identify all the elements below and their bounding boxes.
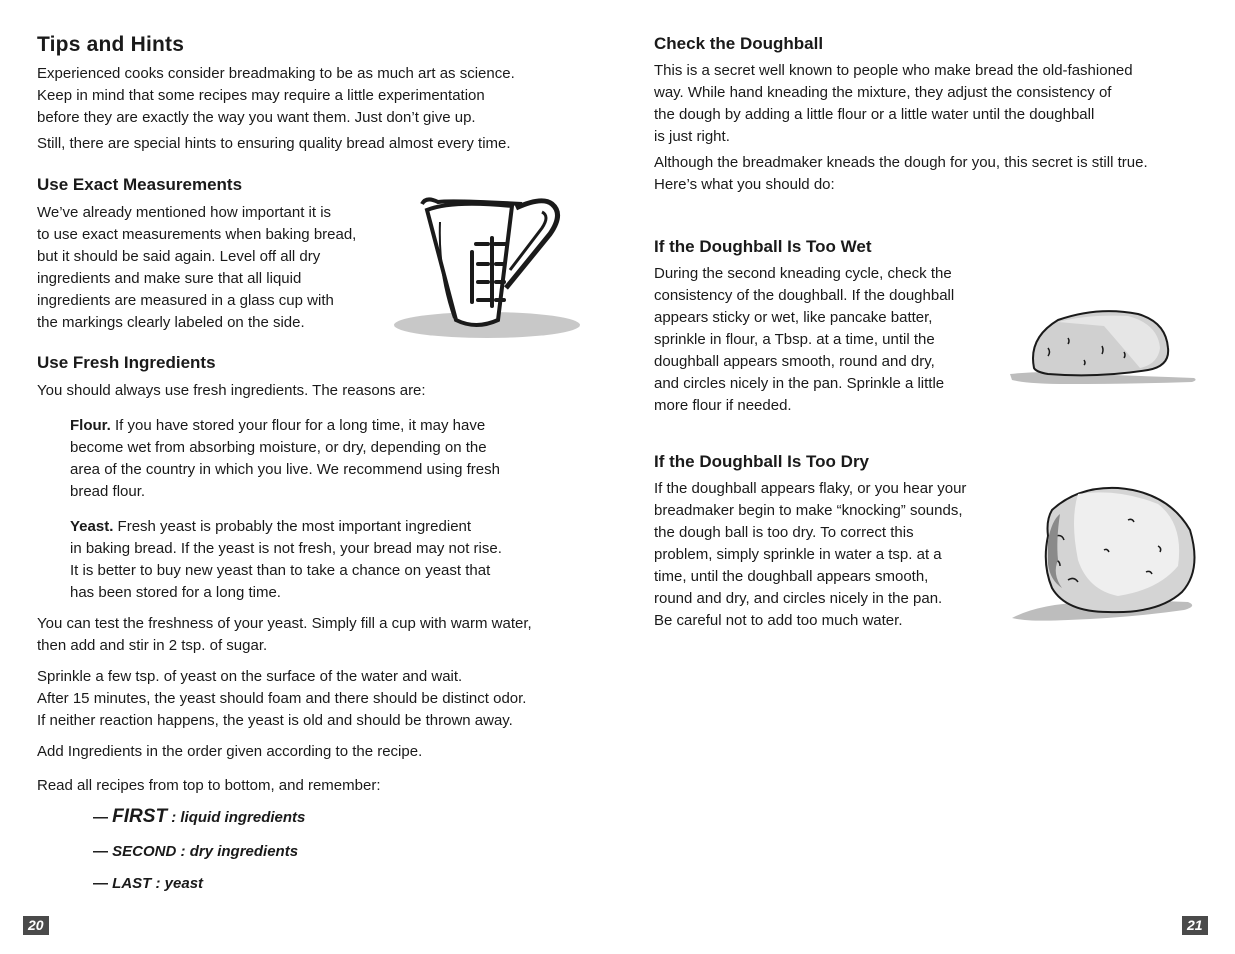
too-dry-paragraph: If the doughball appears flaky, or you hear your breadmaker begin to make “knocking” sounds, the dough ball is too dry. To correct this problem, simply sprinkle in water a tsp. at a time, until the doughball appears smooth, round and dry, and circles nicely in the pan. Be careful not to add too much water. <box>654 480 967 629</box>
wet-doughball-illustration <box>1008 308 1200 394</box>
yeast-text: Fresh yeast is probably the most important ingredient in baking bread. If the yeast is not fresh, your bread may not rise. It is better to buy new yeast than to take a chance on yeast that has been stored for a long time. <box>70 518 502 601</box>
list-item-last: — LAST : yeast <box>93 875 204 892</box>
too-dry-heading: If the Doughball Is Too Dry <box>654 452 870 471</box>
check-doughball-heading: Check the Doughball <box>654 34 824 53</box>
order-paragraph: Add Ingredients in the order given according to the recipe. <box>37 743 423 760</box>
flour-label: Flour. <box>70 417 111 434</box>
read-recipes-paragraph: Read all recipes from top to bottom, and remember: <box>37 777 381 794</box>
sprinkle-paragraph: Sprinkle a few tsp. of yeast on the surface of the water and wait. After 15 minutes, the yeast should foam and there should be distinct odor. If neither reaction happens, the yeast is old and should be thrown away. <box>37 668 527 729</box>
too-wet-heading: If the Doughball Is Too Wet <box>654 237 872 256</box>
page-title: Tips and Hints <box>37 33 185 56</box>
measuring-cup-illustration <box>392 192 584 342</box>
check-doughball-paragraph: This is a secret well known to people who make bread the old-fashioned way. While hand kneading the mixture, they adjust the consistency of the dough by adding a little flour or a little water until the doughball is just right. <box>654 62 1133 145</box>
page-number-right: 21 <box>1182 916 1208 935</box>
yeast-test-paragraph: You can test the freshness of your yeast. Simply fill a cup with warm water, then add and stir in 2 tsp. of sugar. <box>37 615 532 654</box>
measurements-paragraph: We’ve already mentioned how important it is to use exact measurements when baking bread, but it should be said again. Level off all dry ingredients and make sure that all liquid ingredients are measured in a glass cup with the markings clearly labeled on the side. <box>37 204 357 331</box>
page-number-left: 20 <box>23 916 49 935</box>
dry-doughball-illustration <box>1008 480 1202 628</box>
measurements-heading: Use Exact Measurements <box>37 175 243 194</box>
yeast-label: Yeast. <box>70 518 114 535</box>
flour-paragraph <box>70 415 580 503</box>
fresh-ingredients-heading: Use Fresh Ingredients <box>37 353 216 372</box>
check-doughball-paragraph-2: Although the breadmaker kneads the dough for you, this secret is still true. Here’s what you should do: <box>654 154 1148 193</box>
fresh-ingredients-paragraph: You should always use fresh ingredients. The reasons are: <box>37 382 426 399</box>
too-wet-paragraph: During the second kneading cycle, check the consistency of the doughball. If the doughball appears sticky or wet, like pancake batter, sprinkle in flour, a Tbsp. at a time, until the doughball appears smooth, round and dry, and circles nicely in the pan. Sprinkle a little more flour if needed. <box>654 265 955 414</box>
yeast-paragraph <box>70 516 580 604</box>
flour-text: If you have stored your flour for a long time, it may have become wet from absorbing moisture, or dry, depending on the area of the country in which you live. We recommend using fresh bread flour. <box>70 417 500 500</box>
intro-paragraph: Experienced cooks consider breadmaking to be as much art as science. Keep in mind that some recipes may require a little experimentation before they are exactly the way you want them. Just don’t give up. <box>37 65 515 126</box>
list-item-first: — FIRST : liquid ingredients <box>93 806 306 827</box>
list-item-second: — SECOND : dry ingredients <box>93 843 299 860</box>
intro-paragraph-2: Still, there are special hints to ensuring quality bread almost every time. <box>37 135 511 152</box>
